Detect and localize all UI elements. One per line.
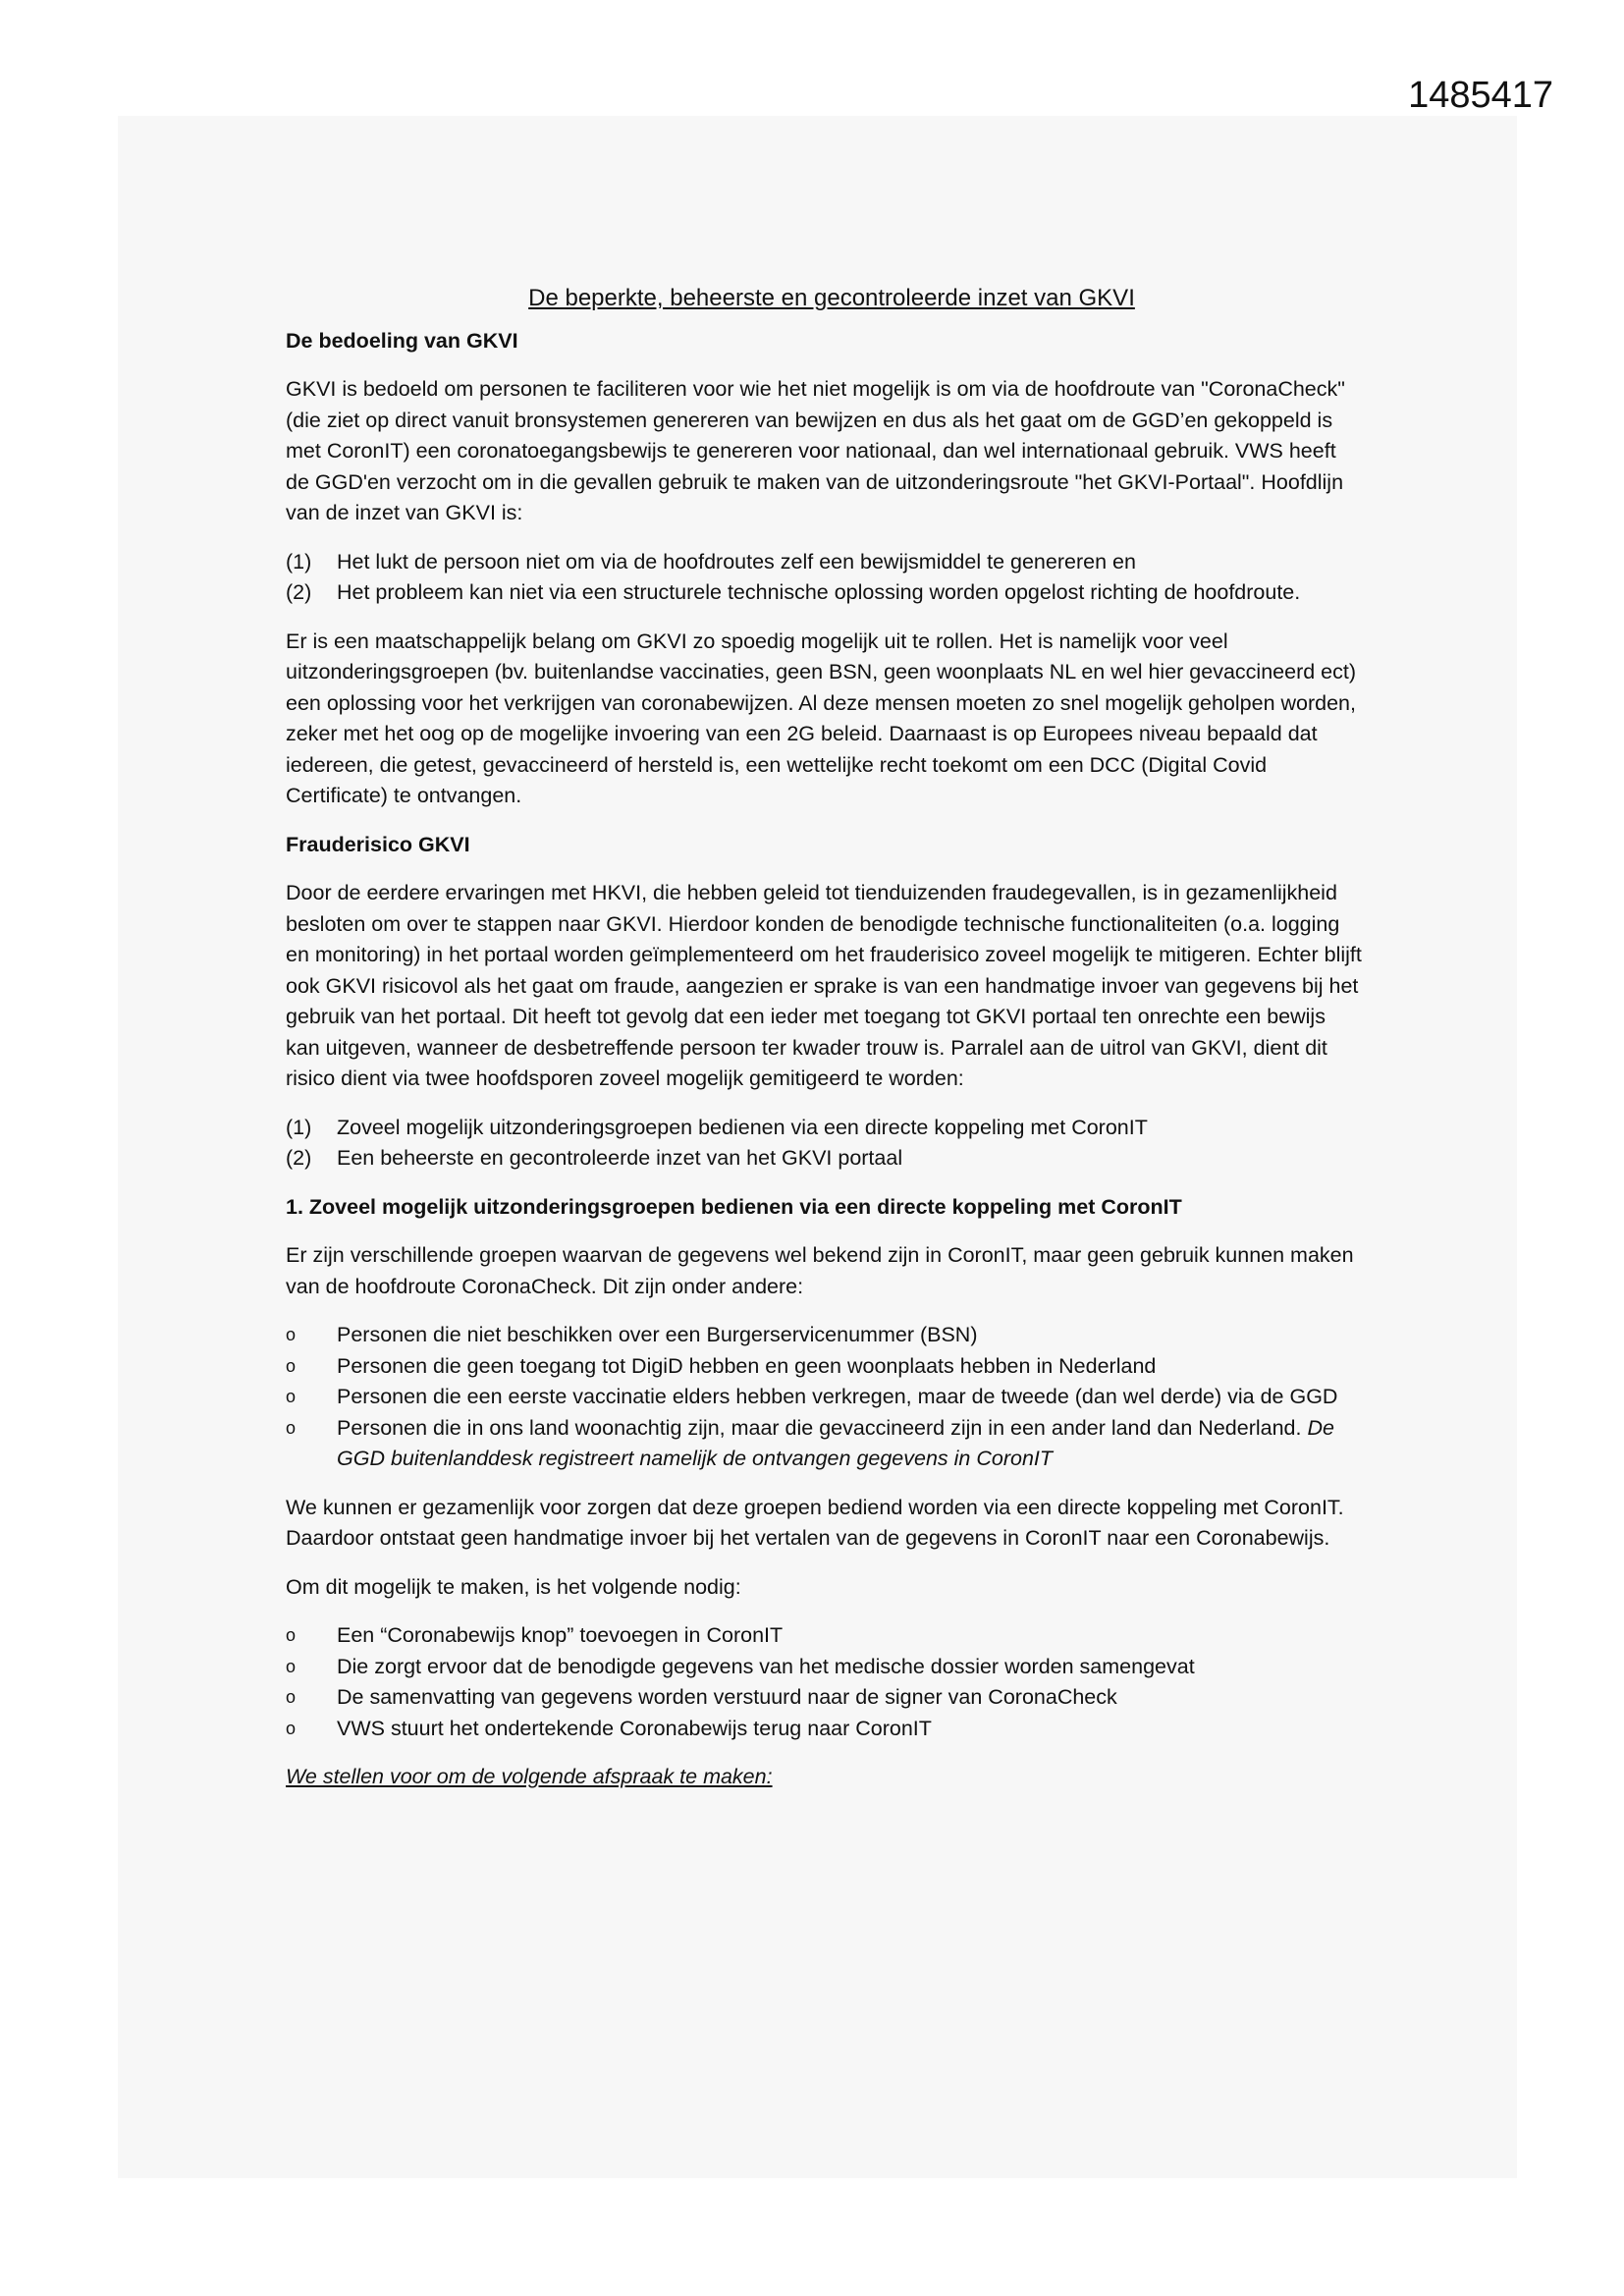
list-item-italic-note: De GGD buitenlanddesk registreert namelijk de ontvangen gegevens in CoronIT bbox=[337, 1415, 1334, 1470]
list-item bbox=[286, 1652, 1364, 1683]
list-item bbox=[286, 1320, 1364, 1351]
bullet-marker: o bbox=[286, 1417, 297, 1438]
list-item-text: Personen die geen toegang tot DigiD hebben en geen woonplaats hebben in Nederland bbox=[337, 1353, 1157, 1378]
list-item-text: Een “Coronabewijs knop” toevoegen in CoronIT bbox=[337, 1623, 784, 1647]
list-item bbox=[286, 577, 1364, 609]
list-item-main-text: Personen die in ons land woonachtig zijn, maar die gevaccineerd zijn in een ander land dan Nederland. bbox=[337, 1415, 1302, 1440]
paragraph-directe-koppeling: We kunnen er gezamenlijk voor zorgen dat deze groepen bediend worden via een directe koppeling met CoronIT. Daardoor ontstaat geen handmatige invoer bij het vertalen van de gegevens in CoronIT naar een Coronabewijs. bbox=[286, 1495, 1344, 1550]
paragraph-bedoeling: GKVI is bedoeld om personen te faciliteren voor wie het niet mogelijk is om via de hoofdroute van "CoronaCheck" (die ziet op direct vanuit bronsystemen genereren van bewijzen en dus als het gaat om de GGD’en gekoppeld is met CoronIT) een coronatoegangsbewijs te genereren voor nationaal, dan wel internationaal gebruik. VWS heeft de GGD'en verzocht om in die gevallen gebruik te maken van de uitzonderingsroute "het GKVI-Portaal". Hoofdlijn van de inzet van GKVI is: bbox=[286, 377, 1345, 524]
heading-frauderisico: Frauderisico GKVI bbox=[286, 832, 470, 856]
paragraph-benodigd: Om dit mogelijk te maken, is het volgende nodig: bbox=[286, 1574, 741, 1599]
list-item bbox=[286, 1143, 1364, 1175]
heading-uitzonderingsgroepen: 1. Zoveel mogelijk uitzonderingsgroepen bedienen via een directe koppeling met CoronIT bbox=[286, 1194, 1182, 1219]
list-item bbox=[286, 1113, 1364, 1144]
list-item bbox=[286, 1413, 1364, 1475]
list-item-text: Het probleem kan niet via een structurele technische oplossing worden opgelost richting de hoofdroute. bbox=[337, 580, 1301, 604]
closing-proposal-line: We stellen voor om de volgende afspraak te maken: bbox=[286, 1765, 773, 1788]
document-title: De beperkte, beheerste en gecontroleerde inzet van GKVI bbox=[528, 285, 1135, 311]
list-item-text: Zoveel mogelijk uitzonderingsgroepen bedienen via een directe koppeling met CoronIT bbox=[337, 1115, 1148, 1139]
heading-bedoeling: De bedoeling van GKVI bbox=[286, 328, 518, 353]
list-item-text: Het lukt de persoon niet om via de hoofdroutes zelf een bewijsmiddel te genereren en bbox=[337, 549, 1136, 574]
bullet-marker: o bbox=[286, 1687, 297, 1707]
list-marker: (1) bbox=[286, 1115, 312, 1139]
list-item bbox=[286, 1682, 1364, 1714]
bullet-list-stappen bbox=[286, 1620, 1364, 1744]
list-item-text bbox=[337, 1413, 1364, 1475]
list-marker: (1) bbox=[286, 549, 312, 574]
list-item-text: Personen die niet beschikken over een Burgerservicenummer (BSN) bbox=[337, 1323, 978, 1346]
paragraph-frauderisico: Door de eerdere ervaringen met HKVI, die hebben geleid tot tienduizenden fraudegevallen, is in gezamenlijkheid besloten om over te stappen naar GKVI. Hierdoor konden de benodigde technische functionaliteiten (o.a. logging en monitoring) in het portaal worden geïmplementeerd om het frauderisico zoveel mogelijk te mitigeren. Echter blijft ook GKVI risicovol als het gaat om fraude, aangezien er sprake is van een handmatige invoer van gegevens bij het gebruik van het portaal. Dit heeft tot gevolg dat een ieder met toegang tot GKVI portaal ten onrechte een bewijs kan uitgeven, wanneer de desbetreffende persoon ter kwader trouw is. Parralel aan de uitrol van GKVI, dient dit risico dient via twee hoofdsporen zoveel mogelijk gemitigeerd te worden: bbox=[286, 881, 1362, 1090]
bullet-marker: o bbox=[286, 1718, 297, 1738]
list-marker: (2) bbox=[286, 580, 312, 604]
list-item-text: De samenvatting van gegevens worden verstuurd naar de signer van CoronaCheck bbox=[337, 1685, 1117, 1709]
list-item bbox=[286, 1620, 1364, 1652]
list-item bbox=[286, 1382, 1364, 1413]
list-marker: (2) bbox=[286, 1146, 312, 1170]
bullet-marker: o bbox=[286, 1656, 297, 1676]
list-item-text: Personen die een eerste vaccinatie elders hebben verkregen, maar de tweede (dan wel derde) via de GGD bbox=[337, 1385, 1338, 1408]
paragraph-groepen: Er zijn verschillende groepen waarvan de gegevens wel bekend zijn in CoronIT, maar geen gebruik kunnen maken van de hoofdroute CoronaCheck. Dit zijn onder andere: bbox=[286, 1243, 1354, 1298]
list-item-text: Een beheerste en gecontroleerde inzet van het GKVI portaal bbox=[337, 1146, 903, 1170]
bullet-list-groepen bbox=[286, 1320, 1364, 1475]
list-item bbox=[286, 547, 1364, 578]
numbered-list-hoofdsporen bbox=[286, 1113, 1364, 1175]
paragraph-maatschappelijk-belang: Er is een maatschappelijk belang om GKVI zo spoedig mogelijk uit te rollen. Het is namelijk voor veel uitzonderingsgroepen (bv. buitenlandse vaccinaties, geen BSN, geen woonplaats NL en wel hier gevaccineerd ect) een oplossing voor het verkrijgen van coronabewijzen. Al deze mensen moeten zo snel mogelijk geholpen worden, zeker met het oog op de mogelijke invoering van een 2G beleid. Daarnaast is op Europees niveau bepaald dat iedereen, die getest, gevaccineerd of hersteld is, een wettelijke recht toekomt om een DCC (Digital Covid Certificate) te ontvangen. bbox=[286, 629, 1357, 807]
list-item bbox=[286, 1351, 1364, 1383]
bullet-marker: o bbox=[286, 1355, 297, 1376]
document-body bbox=[286, 283, 1364, 1793]
bullet-marker: o bbox=[286, 1387, 297, 1406]
list-item-text: Die zorgt ervoor dat de benodigde gegevens van het medische dossier worden samengevat bbox=[337, 1654, 1195, 1678]
document-id: 1485417 bbox=[1408, 75, 1553, 116]
list-item-text: VWS stuurt het ondertekende Coronabewijs terug naar CoronIT bbox=[337, 1716, 932, 1740]
bullet-marker: o bbox=[286, 1625, 297, 1645]
bullet-marker: o bbox=[286, 1325, 297, 1344]
list-item bbox=[286, 1714, 1364, 1745]
numbered-list-hoofdlijn bbox=[286, 547, 1364, 609]
